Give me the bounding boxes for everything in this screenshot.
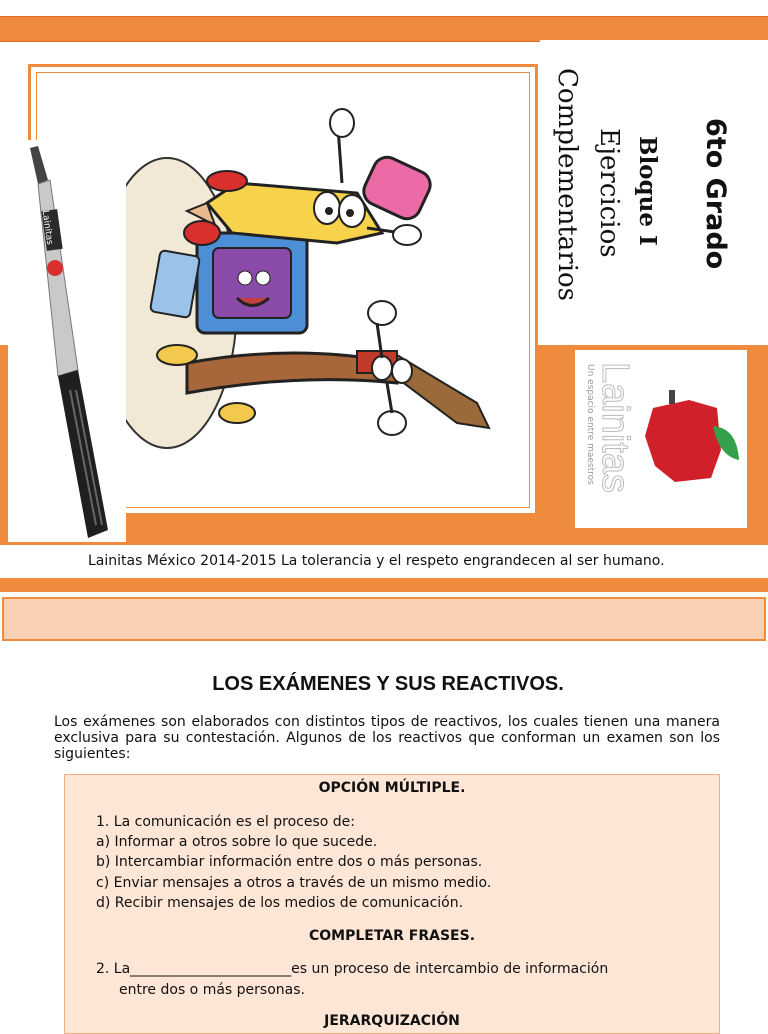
footer-orange-band (0, 578, 768, 592)
pen-brand-label: Lainitas (39, 209, 55, 246)
logo-tagline: Un espacio entre maestros (585, 364, 595, 485)
logo-name: Lainitas (594, 362, 636, 493)
option-b: b) Intercambiar información entre dos o más personas. (96, 854, 483, 870)
footer-text: Lainitas México 2014-2015 La tolerancia y el respeto engrandecen al ser humano. (88, 553, 665, 569)
option-d: d) Recibir mensajes de los medios de comunicación. (96, 895, 464, 911)
lainitas-logo (575, 350, 747, 528)
option-c: c) Enviar mensajes a otros a través de un mismo medio. (96, 875, 492, 891)
complete-sentences-title: COMPLETAR FRASES. (308, 928, 476, 944)
grade-title: 6to Grado (700, 118, 731, 270)
page-title: LOS EXÁMENES Y SUS REACTIVOS. (212, 673, 564, 695)
block-title: Bloque I (634, 136, 661, 246)
pen-image (8, 140, 126, 542)
option-a: a) Informar a otros sobre lo que sucede. (96, 834, 378, 850)
question-1: 1. La comunicación es el proceso de: (96, 814, 355, 830)
question-2-continued: entre dos o más personas. (119, 982, 305, 998)
subtitle-line1: Ejercicios (594, 128, 624, 258)
question-2: 2. La_______________________es un proceso de intercambio de información (96, 961, 609, 977)
hierarchy-title: JERARQUIZACIÓN (324, 1013, 460, 1029)
subtitle-line2: Complementarios (552, 68, 582, 302)
intro-paragraph: Los exámenes son elaborados con distintos tipos de reactivos, los cuales tienen una manera exclusiva para su contestación. Algunos de los reactivos que conforman un examen son los siguientes: (54, 714, 720, 762)
peach-header-bar (2, 597, 766, 641)
top-orange-band (0, 16, 768, 42)
apple-icon (639, 386, 743, 496)
multiple-choice-title: OPCIÓN MÚLTIPLE. (318, 780, 466, 796)
